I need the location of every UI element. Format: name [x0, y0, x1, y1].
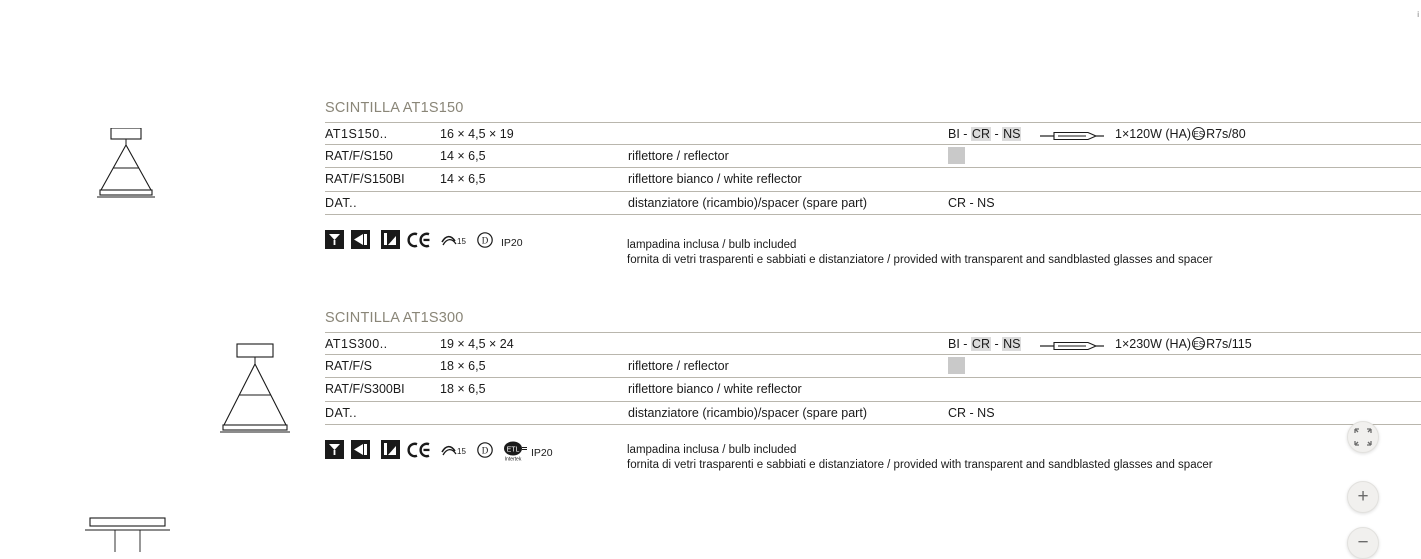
row-code: AT1S150..: [325, 127, 388, 141]
finish-ns: NS: [1003, 337, 1021, 351]
etl-intertek-icon: [501, 440, 529, 469]
row-description: riflettore bianco / white reflector: [628, 382, 802, 397]
surface-mount-icon: [381, 440, 400, 464]
zoom-out-button[interactable]: [1347, 527, 1379, 559]
d-mark-icon: [477, 232, 493, 253]
row-dimensions: 19 × 4,5 × 24: [440, 337, 514, 351]
spec-table: [325, 332, 1421, 425]
plus-icon: +: [1357, 486, 1369, 507]
product-notes: [627, 443, 1213, 472]
row-code: RAT/F/S150BI: [325, 172, 405, 187]
recessed-icon: [351, 230, 370, 254]
row-lamp: [1115, 337, 1252, 351]
finish-bi: BI: [948, 337, 960, 351]
row-finishes: BI - CR - NS: [948, 127, 1021, 141]
row-code: RAT/F/S300BI: [325, 382, 405, 397]
page-edge-marker: i: [1417, 10, 1419, 19]
row-description: riflettore bianco / white reflector: [628, 172, 802, 187]
enec-15-icon: [441, 233, 467, 252]
finish-swatch: [948, 357, 965, 374]
table-row[interactable]: [325, 145, 1421, 168]
svg-text:D: D: [481, 235, 489, 246]
zoom-in-button[interactable]: [1347, 481, 1379, 513]
ip-rating-label: IP20: [501, 237, 523, 249]
svg-text:15: 15: [457, 237, 466, 246]
ip-rating-label: IP20: [531, 447, 553, 459]
row-description: distanziatore (ricambio)/spacer (spare part): [628, 195, 867, 210]
table-row[interactable]: [325, 402, 1421, 425]
finish-ns: NS: [1003, 127, 1021, 141]
minus-icon: −: [1357, 532, 1369, 553]
svg-text:15: 15: [457, 447, 466, 456]
row-dimensions: 14 × 6,5: [440, 172, 486, 187]
surface-mount-icon: [381, 230, 400, 254]
row-description: riflettore / reflector: [628, 149, 729, 164]
halogen-lamp-icon: [1040, 340, 1104, 350]
product-drawing-at1s300: [218, 340, 300, 445]
es-mark-icon: ES: [1193, 129, 1205, 139]
etl-label: Intertek: [504, 456, 522, 463]
note-line: fornita di vetri trasparenti e sabbiati e distanziatore / provided with transparent and sandblasted glasses and spacer: [627, 458, 1213, 471]
row-description: distanziatore (ricambio)/spacer (spare part): [628, 405, 867, 420]
row-code: RAT/F/S: [325, 359, 372, 374]
svg-text:ETL: ETL: [506, 446, 520, 454]
row-dimensions: 14 × 6,5: [440, 149, 486, 164]
enec-15-icon: [441, 443, 467, 462]
table-row[interactable]: [325, 355, 1421, 378]
product-notes: [627, 238, 1213, 267]
table-row[interactable]: [325, 122, 1421, 145]
class-2-icon: [325, 440, 344, 464]
fit-page-button[interactable]: [1347, 421, 1379, 453]
product-title: SCINTILLA AT1S150: [325, 100, 464, 116]
product-drawing-next-partial: [85, 512, 175, 557]
row-code: AT1S300..: [325, 337, 388, 351]
finish-swatch: [948, 147, 965, 164]
class-2-icon: [325, 230, 344, 254]
row-code: DAT..: [325, 405, 358, 420]
lamp-power: 1×120W (HA): [1115, 127, 1192, 141]
recessed-icon: [351, 440, 370, 464]
finish-bi: BI: [948, 127, 960, 141]
lamp-power: 1×230W (HA): [1115, 337, 1192, 351]
note-line: lampadina inclusa / bulb included: [627, 444, 797, 456]
row-finishes: CR - NS: [948, 195, 995, 210]
product-drawing-at1s150: [95, 128, 165, 213]
row-dimensions: 18 × 6,5: [440, 359, 486, 374]
note-line: fornita di vetri trasparenti e sabbiati e distanziatore / provided with transparent and sandblasted glasses and spacer: [627, 253, 1213, 266]
halogen-lamp-icon: [1040, 130, 1104, 140]
spec-table: [325, 122, 1421, 215]
product-title: SCINTILLA AT1S300: [325, 310, 464, 326]
row-code: RAT/F/S150: [325, 149, 393, 164]
d-mark-icon: [477, 442, 493, 463]
ce-mark-icon: [407, 442, 431, 463]
row-code: DAT..: [325, 195, 358, 210]
lamp-socket: R7s/115: [1206, 337, 1252, 351]
row-lamp: [1115, 127, 1246, 141]
note-line: lampadina inclusa / bulb included: [627, 239, 797, 251]
table-row[interactable]: [325, 168, 1421, 191]
row-finishes: CR - NS: [948, 405, 995, 420]
row-dimensions: 18 × 6,5: [440, 382, 486, 397]
table-row[interactable]: [325, 332, 1421, 355]
table-row[interactable]: [325, 378, 1421, 401]
fit-page-icon: [1348, 422, 1378, 452]
row-dimensions: 16 × 4,5 × 19: [440, 127, 514, 141]
es-mark-icon: ES: [1193, 339, 1205, 349]
lamp-socket: R7s/80: [1206, 127, 1246, 141]
ce-mark-icon: [407, 232, 431, 253]
svg-text:D: D: [481, 445, 489, 456]
finish-cr: CR: [971, 337, 990, 351]
table-row[interactable]: [325, 192, 1421, 215]
row-description: riflettore / reflector: [628, 359, 729, 374]
row-finishes: BI - CR - NS: [948, 337, 1021, 351]
finish-cr: CR: [971, 127, 990, 141]
